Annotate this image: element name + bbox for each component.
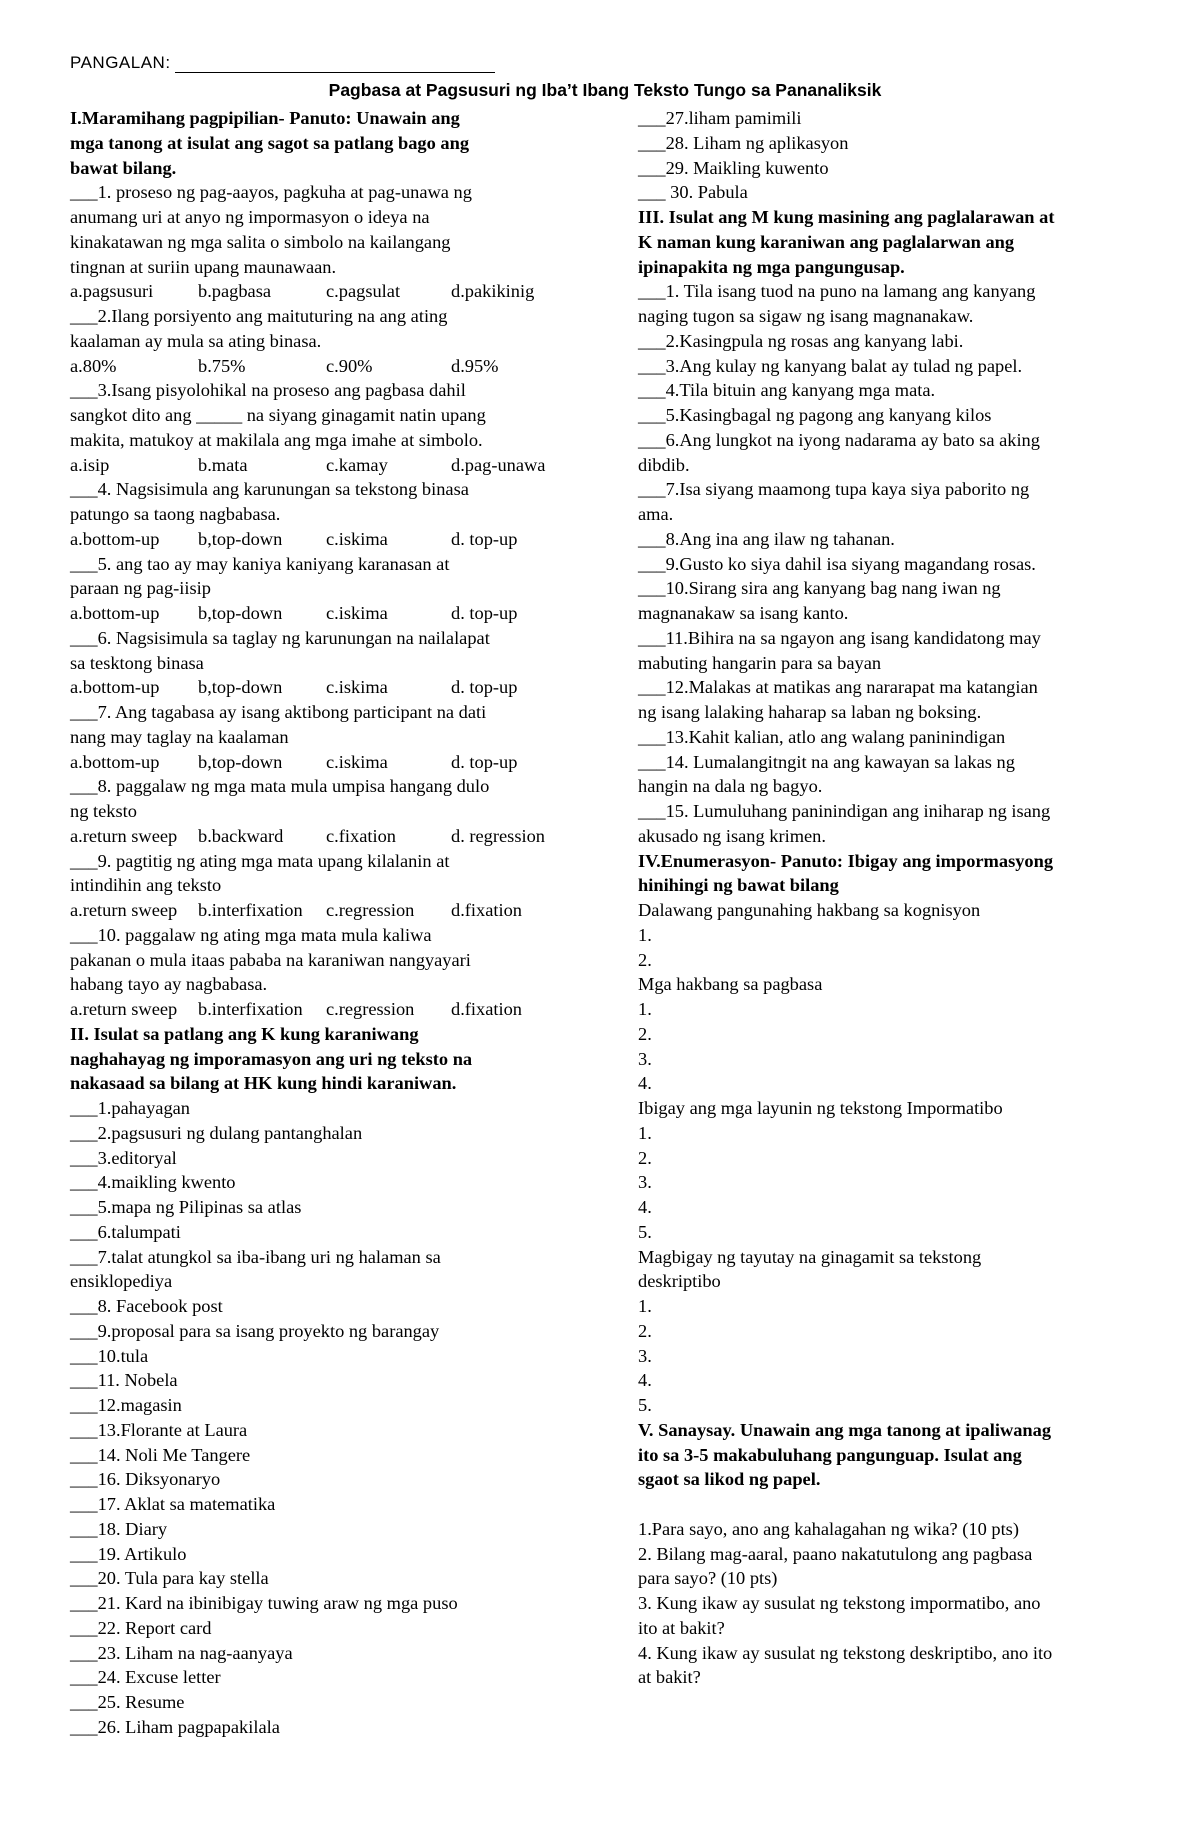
- section-heading-line: IV.Enumerasyon- Panuto: Ibigay ang impormasyong: [638, 850, 1054, 871]
- text-line: ___10.tula: [70, 1345, 149, 1366]
- answer-option: d. top-up: [451, 677, 518, 698]
- section-heading-line: ipinapakita ng mga pangungusap.: [638, 256, 905, 277]
- text-line: ___22. Report card: [70, 1617, 212, 1638]
- text-line: ___9.Gusto ko siya dahil isa siyang magandang rosas.: [638, 553, 1036, 574]
- text-line: 5.: [638, 1395, 652, 1415]
- answer-options: [70, 898, 575, 923]
- text-line: ___9.proposal para sa isang proyekto ng barangay: [70, 1320, 440, 1341]
- answer-options: [70, 354, 575, 379]
- answer-option: d. top-up: [451, 603, 518, 623]
- text-line: 4.: [638, 1197, 652, 1217]
- text-line: naging tugon sa sigaw ng isang magnanakaw.: [638, 306, 974, 326]
- left-column: [70, 106, 575, 1740]
- text-line: tingnan at suriin upang maunawaan.: [70, 256, 337, 277]
- answer-option: a.pagsusuri: [70, 281, 154, 302]
- text-line: nang may taglay na kaalaman: [70, 726, 289, 747]
- text-line: ___11. Nobela: [70, 1370, 178, 1391]
- text-line: mabuting hangarin para sa bayan: [638, 652, 882, 673]
- text-line: ___16. Diksyonaryo: [70, 1469, 221, 1490]
- text-line: ___1. proseso ng pag-aayos, pagkuha at pag-unawa ng: [70, 182, 472, 203]
- answer-option: b.interfixation: [198, 900, 303, 920]
- answer-option: a.bottom-up: [70, 603, 160, 623]
- text-line: ___12.magasin: [70, 1395, 182, 1415]
- text-line: Mga hakbang sa pagbasa: [638, 974, 823, 995]
- answer-option: c.90%: [326, 355, 373, 376]
- text-line: dibdib.: [638, 454, 690, 475]
- answer-option: d.pakikinig: [451, 281, 535, 302]
- spacer: [638, 1492, 1143, 1517]
- text-line: ama.: [638, 504, 674, 524]
- text-line: ___2.Kasingpula ng rosas ang kanyang labi.: [638, 330, 964, 351]
- text-line: ___4. Nagsisimula ang karunungan sa tekstong binasa: [70, 479, 469, 500]
- text-line: anumang uri at anyo ng impormasyon o ideya na: [70, 207, 430, 227]
- text-line: ___ 30. Pabula: [638, 182, 748, 203]
- text-line: ___14. Noli Me Tangere: [70, 1444, 251, 1465]
- answer-option: a.bottom-up: [70, 528, 160, 549]
- answer-option: a.return sweep: [70, 999, 178, 1019]
- answer-option: c.kamay: [326, 454, 388, 475]
- text-line: 3. Kung ikaw ay susulat ng tekstong impormatibo, ano: [638, 1593, 1041, 1613]
- text-line: ___5.Kasingbagal ng pagong ang kanyang kilos: [638, 405, 992, 425]
- text-line: Dalawang pangunahing hakbang sa kognisyon: [638, 900, 981, 920]
- text-line: ng teksto: [70, 801, 137, 821]
- text-line: 3.: [638, 1172, 652, 1193]
- section-heading-line: sgaot sa likod ng papel.: [638, 1469, 821, 1490]
- answer-option: b.75%: [198, 355, 246, 376]
- text-line: ___6.talumpati: [70, 1221, 181, 1242]
- text-line: ___20. Tula para kay stella: [70, 1568, 269, 1589]
- text-line: ___4.maikling kwento: [70, 1172, 236, 1193]
- text-line: ng isang lalaking haharap sa laban ng boksing.: [638, 702, 982, 722]
- answer-option: b,top-down: [198, 751, 283, 772]
- answer-option: d. top-up: [451, 528, 518, 549]
- text-line: Magbigay ng tayutay na ginagamit sa tekstong: [638, 1246, 982, 1267]
- answer-option: a.return sweep: [70, 900, 178, 920]
- text-line: ___7.talat atungkol sa iba-ibang uri ng halaman sa: [70, 1246, 441, 1267]
- text-line: 2.: [638, 949, 652, 970]
- answer-option: c.pagsulat: [326, 281, 401, 302]
- text-line: kaalaman ay mula sa ating binasa.: [70, 330, 322, 351]
- text-line: 3.: [638, 1048, 652, 1069]
- answer-option: b,top-down: [198, 603, 283, 623]
- answer-option: c.iskima: [326, 677, 388, 698]
- text-line: ___27.liham pamimili: [638, 108, 802, 128]
- text-line: ___8.Ang ina ang ilaw ng tahanan.: [638, 528, 895, 549]
- answer-option: d.95%: [451, 355, 499, 376]
- text-line: ___2.pagsusuri ng dulang pantanghalan: [70, 1122, 363, 1143]
- text-line: ___8. Facebook post: [70, 1296, 223, 1316]
- text-line: ___9. pagtitig ng ating mga mata upang kilalanin at: [70, 850, 450, 871]
- text-line: ___3.Ang kulay ng kanyang balat ay tulad ng papel.: [638, 355, 1023, 376]
- text-line: ensiklopediya: [70, 1271, 173, 1292]
- text-line: ___6. Nagsisimula sa taglay ng karunungan na nailalapat: [70, 627, 490, 648]
- text-line: ___7. Ang tagabasa ay isang aktibong participant na dati: [70, 702, 487, 722]
- answer-option: c.iskima: [326, 528, 388, 549]
- text-line: 2. Bilang mag-aaral, paano nakatutulong ang pagbasa: [638, 1543, 1033, 1564]
- answer-options: [70, 601, 575, 626]
- text-line: magnanakaw sa isang kanto.: [638, 603, 849, 623]
- name-label: PANGALAN:: [70, 53, 171, 72]
- text-line: hangin na dala ng bagyo.: [638, 776, 823, 797]
- text-line: 1.: [638, 1122, 652, 1143]
- text-line: deskriptibo: [638, 1271, 721, 1292]
- text-line: akusado ng isang krimen.: [638, 825, 826, 846]
- text-line: 4.: [638, 1370, 652, 1391]
- answer-options: [70, 453, 575, 478]
- text-line: sangkot dito ang _____ na siyang ginagamit natin upang: [70, 405, 486, 425]
- text-line: ___4.Tila bituin ang kanyang mga mata.: [638, 380, 936, 401]
- text-line: 2.: [638, 1023, 652, 1044]
- right-column: [638, 106, 1143, 1690]
- text-line: ___5.mapa ng Pilipinas sa atlas: [70, 1197, 302, 1217]
- text-line: ___10. paggalaw ng ating mga mata mula kaliwa: [70, 924, 432, 945]
- text-line: ___14. Lumalangitngit na ang kawayan sa lakas ng: [638, 751, 1015, 772]
- answer-option: b.mata: [198, 454, 248, 475]
- answer-options: [70, 675, 575, 700]
- answer-options: [70, 997, 575, 1022]
- text-line: ___2.Ilang porsiyento ang maituturing na ang ating: [70, 306, 448, 326]
- name-field-row: [70, 53, 495, 73]
- answer-option: a.return sweep: [70, 825, 178, 846]
- worksheet-title: Pagbasa at Pagsusuri ng Iba’t Ibang Teksto Tungo sa Pananaliksik: [328, 80, 882, 100]
- text-line: pakanan o mula itaas pababa na karaniwan nangyayari: [70, 949, 471, 970]
- section-heading-line: naghahayag ng imporamasyon ang uri ng teksto na: [70, 1048, 473, 1069]
- text-line: 1.: [638, 999, 652, 1019]
- text-line: para sayo? (10 pts): [638, 1568, 778, 1589]
- text-line: ___28. Liham ng aplikasyon: [638, 132, 849, 153]
- text-line: ___26. Liham pagpapakilala: [70, 1716, 280, 1737]
- text-line: ___29. Maikling kuwento: [638, 157, 829, 178]
- text-line: ___23. Liham na nag-aanyaya: [70, 1642, 293, 1663]
- text-line: ___15. Lumuluhang paninindigan ang iniharap ng isang: [638, 801, 1051, 821]
- section-heading-line: hinihingi ng bawat bilang: [638, 875, 839, 896]
- section-heading-line: I.Maramihang pagpipilian- Panuto: Unawain ang: [70, 108, 460, 128]
- text-line: ___12.Malakas at matikas ang nararapat ma katangian: [638, 677, 1038, 698]
- text-line: intindihin ang teksto: [70, 875, 222, 896]
- text-line: kinakatawan ng mga salita o simbolo na kailangang: [70, 231, 451, 252]
- text-line: sa tesktong binasa: [70, 652, 204, 673]
- answer-option: c.fixation: [326, 825, 396, 846]
- text-line: ___13.Florante at Laura: [70, 1419, 248, 1440]
- answer-options: [70, 750, 575, 775]
- text-line: ___6.Ang lungkot na iyong nadarama ay bato sa aking: [638, 429, 1040, 450]
- text-line: 3.: [638, 1345, 652, 1366]
- text-line: ___11.Bihira na sa ngayon ang isang kandidatong may: [638, 627, 1041, 648]
- answer-option: d.fixation: [451, 900, 522, 920]
- text-line: ___1.pahayagan: [70, 1098, 191, 1118]
- section-heading-line: K naman kung karaniwan ang paglalarwan ang: [638, 231, 1015, 252]
- text-line: ___7.Isa siyang maamong tupa kaya siya paborito ng: [638, 479, 1030, 500]
- answer-option: a.bottom-up: [70, 751, 160, 772]
- text-line: 1.Para sayo, ano ang kahalagahan ng wika? (10 pts): [638, 1518, 1019, 1539]
- answer-option: b,top-down: [198, 528, 283, 549]
- section-heading-line: V. Sanaysay. Unawain ang mga tanong at ipaliwanag: [638, 1419, 1052, 1440]
- text-line: 1.: [638, 924, 652, 945]
- section-heading-line: III. Isulat ang M kung masining ang paglalarawan at: [638, 207, 1055, 227]
- answer-option: d. top-up: [451, 751, 518, 772]
- text-line: ___1. Tila isang tuod na puno na lamang ang kanyang: [638, 281, 1036, 302]
- section-heading-line: mga tanong at isulat ang sagot sa patlang bago ang: [70, 132, 470, 153]
- text-line: ___24. Excuse letter: [70, 1667, 221, 1688]
- answer-option: b.interfixation: [198, 999, 303, 1019]
- text-line: ___3.Isang pisyolohikal na proseso ang pagbasa dahil: [70, 380, 466, 401]
- answer-option: c.regression: [326, 900, 415, 920]
- text-line: ___18. Diary: [70, 1518, 168, 1539]
- section-heading-line: nakasaad sa bilang at HK kung hindi karaniwan.: [70, 1073, 457, 1094]
- answer-option: b.backward: [198, 825, 284, 846]
- text-line: 2.: [638, 1320, 652, 1341]
- name-blank-line[interactable]: [175, 57, 495, 73]
- text-line: ___10.Sirang sira ang kanyang bag nang iwan ng: [638, 578, 1001, 599]
- text-line: ito at bakit?: [638, 1617, 725, 1638]
- answer-option: d. regression: [451, 825, 545, 846]
- text-line: ___21. Kard na ibinibigay tuwing araw ng mga puso: [70, 1593, 458, 1613]
- answer-options: [70, 527, 575, 552]
- text-line: 5.: [638, 1221, 652, 1242]
- text-line: makita, matukoy at makilala ang mga imahe at simbolo.: [70, 429, 483, 450]
- text-line: ___19. Artikulo: [70, 1543, 187, 1564]
- text-line: Ibigay ang mga layunin ng tekstong Impormatibo: [638, 1098, 1003, 1118]
- answer-options: [70, 824, 575, 849]
- answer-option: a.80%: [70, 355, 117, 376]
- answer-option: c.iskima: [326, 751, 388, 772]
- answer-option: d.fixation: [451, 999, 522, 1019]
- answer-option: b,top-down: [198, 677, 283, 698]
- answer-option: b.pagbasa: [198, 281, 272, 302]
- text-line: 4. Kung ikaw ay susulat ng tekstong deskriptibo, ano ito: [638, 1642, 1053, 1663]
- text-line: ___3.editoryal: [70, 1147, 177, 1168]
- section-heading-line: II. Isulat sa patlang ang K kung karaniwang: [70, 1023, 419, 1044]
- section-heading-line: ito sa 3-5 makabuluhang pangunguap. Isulat ang: [638, 1444, 1022, 1465]
- text-line: ___5. ang tao ay may kaniya kaniyang karanasan at: [70, 553, 450, 574]
- text-line: ___25. Resume: [70, 1692, 185, 1712]
- answer-option: d.pag-unawa: [451, 454, 546, 475]
- text-line: 2.: [638, 1147, 652, 1168]
- text-line: ___17. Aklat sa matematika: [70, 1494, 276, 1514]
- answer-option: a.isip: [70, 454, 110, 475]
- text-line: at bakit?: [638, 1667, 701, 1688]
- text-line: ___8. paggalaw ng mga mata mula umpisa hangang dulo: [70, 776, 490, 797]
- text-line: ___13.Kahit kalian, atlo ang walang paninindigan: [638, 726, 1006, 747]
- text-line: patungo sa taong nagbabasa.: [70, 504, 281, 524]
- answer-option: c.regression: [326, 999, 415, 1019]
- answer-option: a.bottom-up: [70, 677, 160, 698]
- section-heading-line: bawat bilang.: [70, 157, 177, 178]
- text-line: habang tayo ay nagbabasa.: [70, 974, 268, 995]
- text-line: 1.: [638, 1296, 652, 1316]
- answer-option: c.iskima: [326, 603, 388, 623]
- text-line: paraan ng pag-iisip: [70, 578, 211, 599]
- text-line: 4.: [638, 1073, 652, 1094]
- answer-options: [70, 279, 575, 304]
